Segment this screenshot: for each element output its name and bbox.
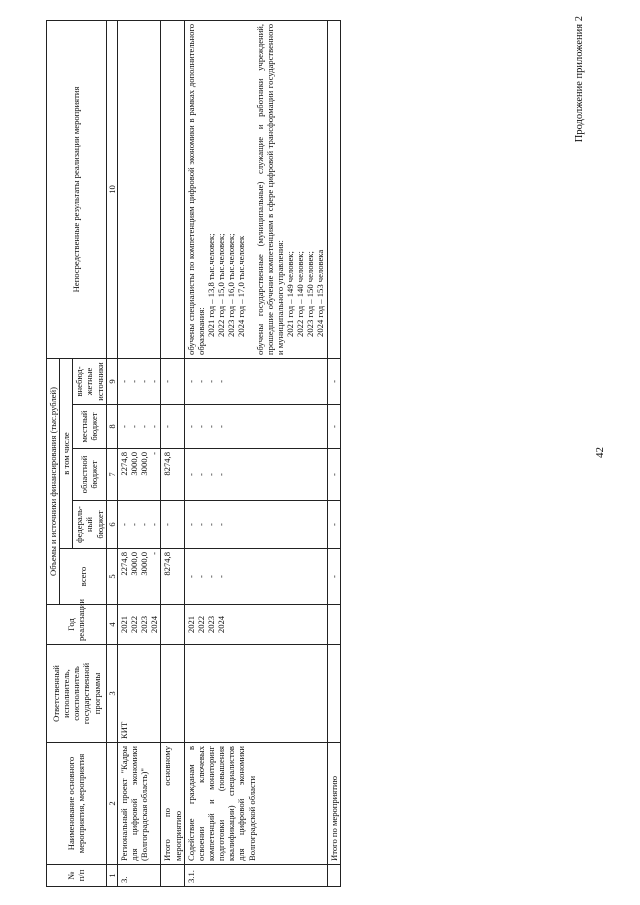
header-total: всего [60,549,107,605]
row-federal: - - - - [117,501,161,549]
row-responsible [327,645,340,743]
row-results [184,20,327,358]
row-name: Итого по мероприятию [327,743,340,865]
column-number: 6 [106,501,117,549]
header-local: местный бюджет [73,405,106,449]
row-extra-budget: - [161,358,184,404]
table-row [184,20,327,886]
header-row-1 [47,20,60,886]
row-federal: - [327,501,340,549]
row-name: Итого по основному мероприятию [161,743,184,865]
row-number [327,865,340,887]
table-row [117,20,161,886]
result-line: 2023 год – 150 человек; [305,251,316,337]
row-federal: - [161,501,184,549]
column-number: 10 [106,20,117,358]
row-extra-budget: - - - - [184,358,327,404]
row-years: 2021 2022 2023 2024 [184,605,327,645]
header-responsible: Ответственный исполнитель, соисполнитель государственной программы [47,645,107,743]
header-extra-budget: внебюд-жетные источники [73,358,106,404]
column-number: 3 [106,645,117,743]
result-line: 2024 год – 17,0 тыс.человек [236,235,247,337]
row-name: Содействие гражданам в освоении ключевых компетенций и мониторинг подготовки (повышения квалификации) специалистов для цифровой экономики Волгоградской области [184,743,327,865]
header-name: Наименование основного мероприятия, мероприятия [47,743,107,865]
row-years [327,605,340,645]
column-number: 9 [106,358,117,404]
row-number [161,865,184,887]
result-line: 2023 год – 16,0 тыс.человек; [226,233,237,337]
result-line: 2021 год – 149 человек; [284,251,295,337]
row-local: - [161,405,184,449]
header-funding-group: Объемы и источники финансирования (тыс.рублей) [47,358,60,604]
row-years: 2021 2022 2023 2024 [117,605,161,645]
row-responsible [184,645,327,743]
row-results [327,20,340,358]
page-number: 42 [594,447,606,458]
column-number: 1 [106,865,117,887]
column-number: 5 [106,549,117,605]
result-line: 2022 год – 140 человек; [295,251,306,337]
row-local: - - - - [184,405,327,449]
result-line: 2021 год – 13,8 тыс.человек; [205,233,216,337]
row-name: Региональный проект "Кадры для цифровой экономики (Волгоградская область)" [117,743,161,865]
row-responsible [161,645,184,743]
header-year: Год реализации [47,605,107,645]
row-federal: - - - - [184,501,327,549]
row-regional: - - - - [184,449,327,501]
row-total: - [327,549,340,605]
column-number: 8 [106,405,117,449]
header-regional: областной бюджет [73,449,106,501]
result-line: 2024 год – 153 человека [315,249,326,337]
header-results: Непосредственные результаты реализации мероприятия [47,20,107,358]
result-intro: обучены специалисты по компетенциям цифровой экономики в рамках дополнительного образования: [185,23,206,355]
column-numbers-row [106,20,117,886]
row-responsible: КИТ [117,645,161,743]
row-number: 3.1. [184,865,327,887]
row-results [117,20,161,358]
header-num: № п/п [47,865,107,887]
row-results [161,20,184,358]
row-years [161,605,184,645]
row-total: 2274,8 3000,0 3000,0 - [117,549,161,605]
row-regional: - [327,449,340,501]
row-total: - - - - [184,549,327,605]
spacer [247,24,255,355]
row-regional: 8274,8 [161,449,184,501]
row-local: - [327,405,340,449]
funding-table [46,20,341,887]
column-number: 2 [106,743,117,865]
table-row-total [161,20,184,886]
result-line: 2022 год – 15,0 тыс.человек; [216,233,227,337]
row-total: 8274,8 [161,549,184,605]
table-row-total [327,20,340,886]
row-local: - - - - [117,405,161,449]
header-including: в том числе [60,358,73,548]
column-number: 4 [106,605,117,645]
row-extra-budget: - [327,358,340,404]
row-regional: 2274,8 3000,0 3000,0 - [117,449,161,501]
row-number: 3. [117,865,161,887]
appendix-continuation-label: Продолжение приложения 2 [574,16,585,143]
result-intro: обучены государственные (муниципальные) служащие и работники учреждений, прошедшие обучение компетенциям в сфере цифровой трансформации государственного и муниципального управления: [254,23,285,355]
column-number: 7 [106,449,117,501]
row-extra-budget: - - - - [117,358,161,404]
header-federal: федераль-ный бюджет [73,501,106,549]
